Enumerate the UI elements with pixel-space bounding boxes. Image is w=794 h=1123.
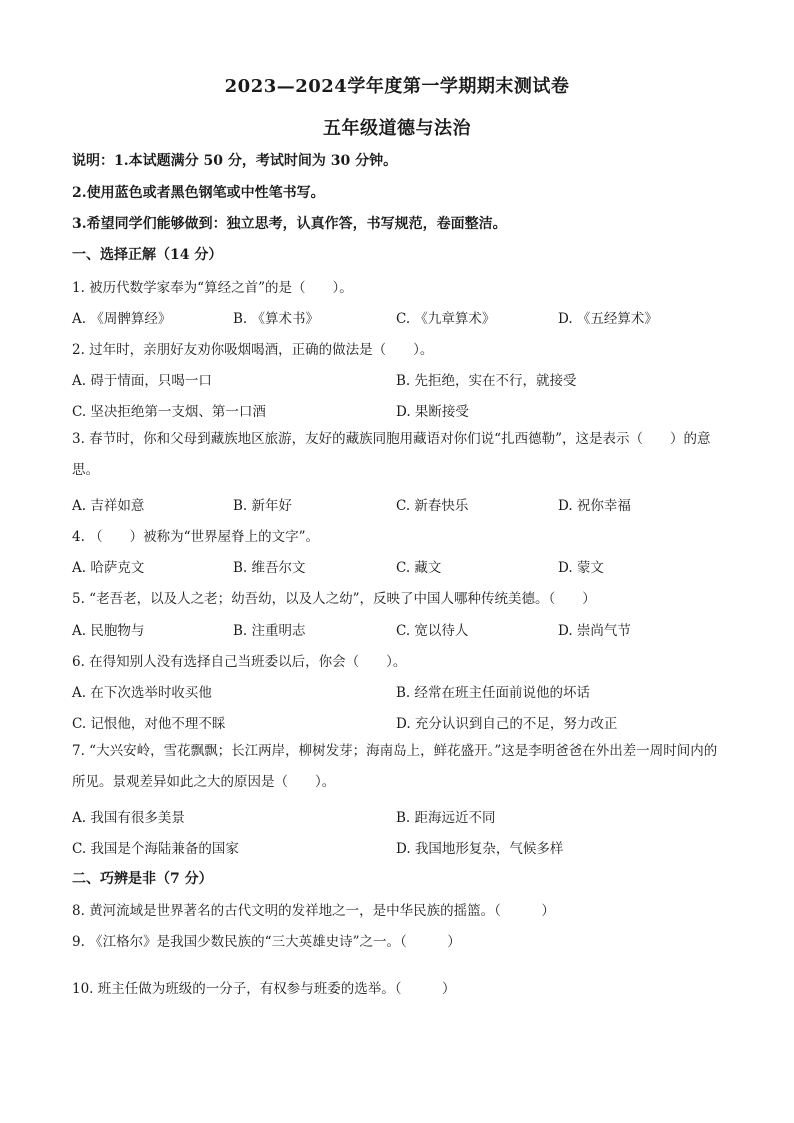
question-option: A. 我国有很多美景 — [72, 810, 185, 826]
question-stem: 5. “老吾老，以及人之老；幼吾幼，以及人之幼”，反映了中国人哪种传统美德。（ ） — [72, 591, 596, 607]
judge-question: 8. 黄河流域是世界著名的古代文明的发祥地之一，是中华民族的摇篮。（ ） — [72, 903, 555, 919]
question-stem: 3. 春节时，你和父母到藏族地区旅游，友好的藏族同胞用藏语对你们说“扎西德勒”，这是表示（ ）的意思。 — [72, 431, 711, 478]
exam-title: 2023—2024学年度第一学期期末测试卷 — [224, 76, 570, 97]
question-option: D. 我国地形复杂，气候多样 — [396, 841, 564, 857]
instruction-line: 2.使用蓝色或者黑色钢笔或中性笔书写。 — [72, 185, 325, 201]
question-option: D. 《五经算术》 — [558, 311, 658, 327]
question-option: B. 经常在班主任面前说他的坏话 — [396, 685, 591, 701]
instruction-line: 3.希望同学们能够做到：独立思考，认真作答，书写规范，卷面整洁。 — [72, 216, 507, 232]
question-option: B. 《算术书》 — [233, 311, 320, 327]
question-option: A. 民胞物与 — [72, 623, 145, 639]
section-heading-judge: 二、巧辨是非（7 分） — [72, 871, 213, 887]
judge-question: 9. 《江格尔》是我国少数民族的“三大英雄史诗”之一。（ ） — [72, 934, 461, 950]
instruction-line: 说明：1.本试题满分 50 分，考试时间为 30 分钟。 — [72, 153, 398, 169]
exam-subject: 五年级道德与法治 — [323, 118, 471, 139]
question-option: B. 新年好 — [233, 498, 293, 514]
judge-question: 10. 班主任做为班级的一分子，有权参与班委的选举。（ ） — [72, 981, 456, 997]
question-option: C. 新春快乐 — [396, 498, 469, 514]
question-option: C. 宽以待人 — [396, 623, 469, 639]
question-stem: 7. “大兴安岭，雪花飘飘；长江两岸，柳树发芽；海南岛上，鲜花盛开。”这是李明爸爸在外出差一周时间内的所见。景观差异如此之大的原因是（ ）。 — [72, 743, 718, 790]
question-option: B. 先拒绝，实在不行，就接受 — [396, 373, 577, 389]
question-option: D. 果断接受 — [396, 404, 469, 420]
question-option: B. 维吾尔文 — [233, 560, 306, 576]
question-option: C. 坚决拒绝第一支烟、第一口酒 — [72, 404, 266, 420]
question-stem: 1. 被历代数学家奉为“算经之首”的是（ ）。 — [72, 280, 353, 296]
question-option: B. 距海远近不同 — [396, 810, 496, 826]
question-option: A. 碍于情面，只喝一口 — [72, 373, 212, 389]
question-option: A. 哈萨克文 — [72, 560, 145, 576]
question-option: D. 祝你幸福 — [558, 498, 631, 514]
question-option: C. 我国是个海陆兼备的国家 — [72, 841, 239, 857]
question-option: C. 藏文 — [396, 560, 442, 576]
question-option: D. 崇尚气节 — [558, 623, 631, 639]
question-option: C. 《九章算术》 — [396, 311, 496, 327]
question-option: A. 《周髀算经》 — [72, 311, 172, 327]
section-heading-choice: 一、选择正解（14 分） — [72, 247, 223, 263]
question-stem: 4. （ ）被称为“世界屋脊上的文字”。 — [72, 529, 319, 545]
question-option: D. 蒙文 — [558, 560, 604, 576]
question-stem: 2. 过年时，亲朋好友劝你吸烟喝酒，正确的做法是（ ）。 — [72, 342, 434, 358]
question-option: D. 充分认识到自己的不足，努力改正 — [396, 716, 618, 732]
question-option: B. 注重明志 — [233, 623, 306, 639]
question-option: A. 在下次选举时收买他 — [72, 685, 212, 701]
question-option: C. 记恨他，对他不理不睬 — [72, 716, 226, 732]
question-option: A. 吉祥如意 — [72, 498, 145, 514]
question-stem: 6. 在得知别人没有选择自己当班委以后，你会（ ）。 — [72, 654, 407, 670]
